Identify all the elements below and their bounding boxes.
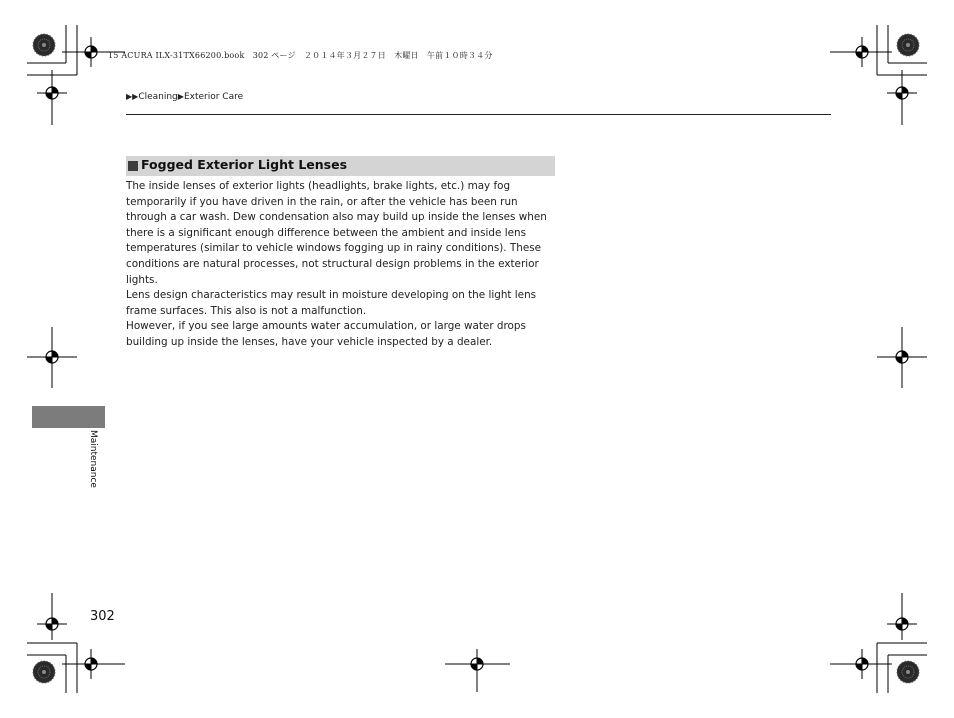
header-divider	[126, 114, 831, 115]
paragraph: However, if you see large amounts water accumulation, or large water drops building up inside the lenses, have your vehicle inspected by a dealer.	[126, 320, 526, 348]
breadcrumb-separator-icon: ▶	[177, 92, 184, 101]
section-body	[126, 179, 558, 351]
paragraph: The inside lenses of exterior lights (headlights, brake lights, etc.) may fog temporarily if you have driven in the rain, or after the vehicle has been run through a car wash. Dew condensation also may build up inside the lenses when there is a significant enough difference between the ambient and inside lens temperatures (similar to vehicle windows fogging up in rainy conditions). These conditions are natural processes, not structural design problems in the exterior lights.	[126, 180, 547, 286]
breadcrumb	[126, 92, 243, 102]
section-title: Fogged Exterior Light Lenses	[141, 157, 348, 172]
print-header: 15 ACURA ILX-31TX66200.book 302 ページ ２０１４年３月２７日 木曜日 午前１０時３４分	[108, 51, 493, 60]
breadcrumb-exterior-care: Exterior Care	[183, 92, 244, 102]
chapter-label: Maintenance	[88, 430, 98, 488]
section-heading	[126, 156, 555, 176]
breadcrumb-cleaning: Cleaning	[138, 92, 178, 102]
paragraph: Lens design characteristics may result in moisture developing on the light lens frame surfaces. This also is not a malfunction.	[126, 289, 537, 317]
chapter-tab	[32, 406, 105, 428]
breadcrumb-arrows-icon: ▶▶	[126, 92, 139, 101]
square-bullet-icon	[128, 161, 138, 171]
page-number: 302	[90, 609, 115, 624]
